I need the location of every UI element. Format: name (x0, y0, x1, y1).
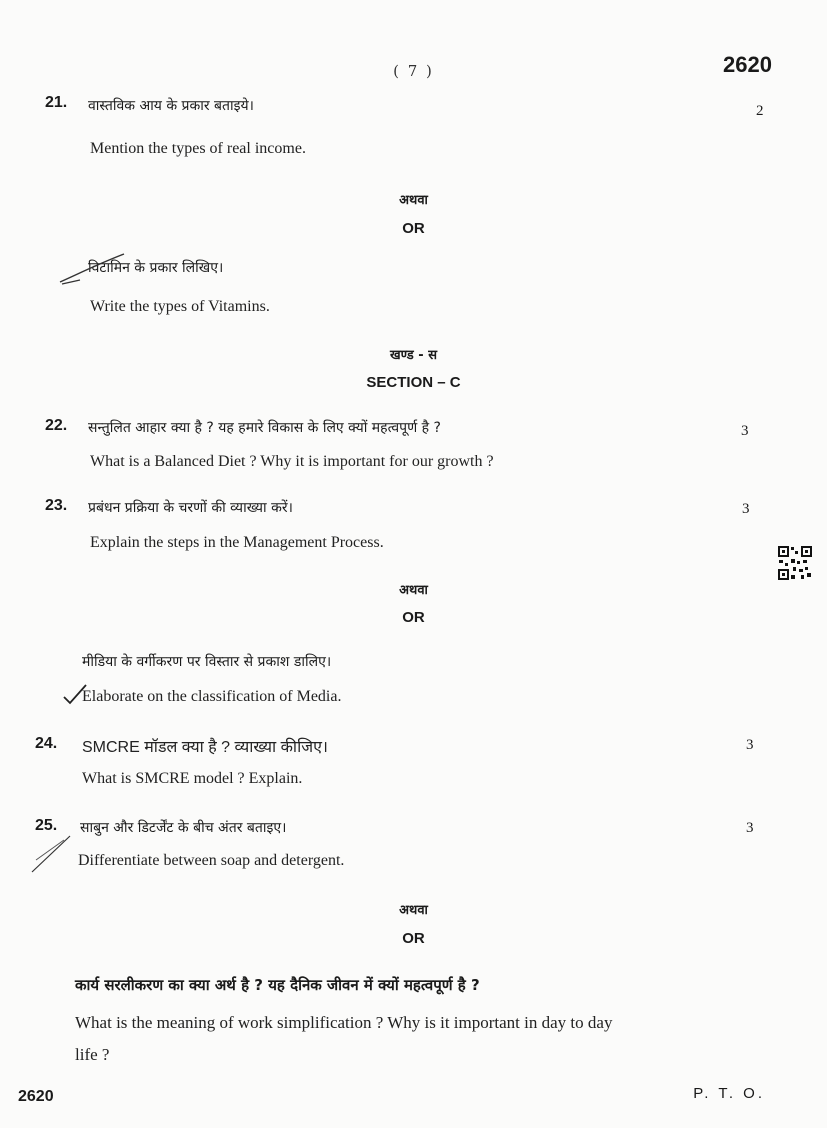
question-24-english: What is SMCRE model ? Explain. (82, 770, 303, 787)
question-25-english: Differentiate between soap and detergent. (78, 852, 345, 869)
question-21-marks: 2 (756, 103, 764, 119)
question-22-hindi: सन्तुलित आहार क्या है ? यह हमारे विकास के लिए क्यों महत्वपूर्ण है ? (88, 420, 441, 436)
pen-tick-mark (30, 830, 80, 875)
question-number-21: 21. (45, 94, 68, 111)
question-25-alt-english-line2: life ? (75, 1045, 110, 1064)
question-22-marks: 3 (741, 423, 749, 439)
paper-code-bottom: 2620 (18, 1088, 54, 1105)
question-23-alt-hindi: मीडिया के वर्गीकरण पर विस्तार से प्रकाश डालिए। (82, 654, 332, 670)
question-25-marks: 3 (746, 820, 754, 836)
qr-code-icon (777, 545, 813, 581)
question-25-hindi: साबुन और डिटर्जेंट के बीच अंतर बताइए। (80, 820, 287, 836)
question-21-hindi: वास्तविक आय के प्रकार बताइये। (88, 98, 254, 114)
pto-label: P. T. O. (693, 1085, 765, 1102)
section-c-hindi: खण्ड - स (390, 348, 437, 363)
question-21-alt-hindi: विटामिन के प्रकार लिखिए। (88, 260, 224, 276)
paper-code-top: 2620 (723, 52, 772, 77)
or-english-21: OR (402, 220, 425, 237)
or-hindi-23: अथवा (399, 583, 428, 598)
question-23-alt-english: Elaborate on the classification of Media. (82, 688, 342, 705)
question-24-hindi: SMCRE मॉडल क्या है ? व्याख्या कीजिए। (82, 739, 328, 756)
question-number-22: 22. (45, 417, 68, 434)
question-22-english: What is a Balanced Diet ? Why it is important for our growth ? (90, 453, 494, 470)
question-number-24: 24. (35, 735, 58, 752)
section-c-heading: SECTION – C (366, 374, 461, 391)
or-english-23: OR (402, 609, 425, 626)
question-25-alt-english-line1: What is the meaning of work simplification ? Why is it important in day to day (75, 1013, 613, 1032)
question-23-marks: 3 (742, 501, 750, 517)
question-21-english: Mention the types of real income. (90, 140, 306, 157)
question-21-alt-english: Write the types of Vitamins. (90, 298, 270, 315)
or-hindi-25: अथवा (399, 903, 428, 918)
question-number-23: 23. (45, 497, 68, 514)
question-23-hindi: प्रबंधन प्रक्रिया के चरणों की व्याख्या करें। (88, 500, 293, 516)
or-hindi-21: अथवा (399, 193, 428, 208)
question-23-english: Explain the steps in the Management Process. (90, 534, 384, 551)
question-number-25: 25. (35, 817, 58, 834)
question-24-marks: 3 (746, 737, 754, 753)
or-english-25: OR (402, 930, 425, 947)
page-number: ( 7 ) (393, 62, 434, 80)
question-25-alt-hindi: कार्य सरलीकरण का क्या अर्थ है ? यह दैनिक जीवन में क्यों महत्वपूर्ण है ? (75, 976, 480, 994)
